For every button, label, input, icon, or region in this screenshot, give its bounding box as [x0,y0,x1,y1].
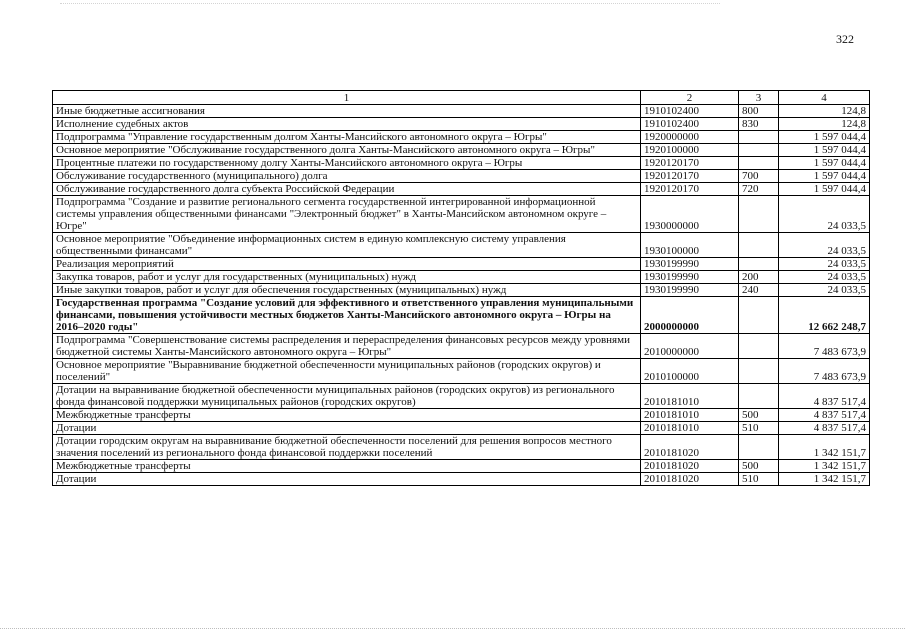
cell-vr [739,334,779,359]
table-row [53,284,870,297]
table-row [53,233,870,258]
cell-name: Подпрограмма "Совершенствование системы распределения и перераспределения финансовых ресурсов между уровнями бюджетной системы Ханты-Мансийского автономного округа – Югры" [53,334,641,359]
cell-code: 1930199990 [641,271,739,284]
cell-sum: 4 837 517,4 [779,409,870,422]
cell-sum: 24 033,5 [779,284,870,297]
cell-vr [739,144,779,157]
cell-code: 1920000000 [641,131,739,144]
column-header-vr: 3 [739,91,779,105]
cell-sum: 124,8 [779,105,870,118]
cell-sum: 1 342 151,7 [779,435,870,460]
cell-code: 2010181020 [641,435,739,460]
table-body [53,105,870,486]
cell-name: Подпрограмма "Управление государственным долгом Ханты-Мансийского автономного округа – Югры" [53,131,641,144]
column-header-sum: 4 [779,91,870,105]
cell-sum: 1 597 044,4 [779,183,870,196]
table-row [53,422,870,435]
table-row [53,409,870,422]
table-header-row [53,91,870,105]
table-row [53,170,870,183]
cell-code: 1920120170 [641,170,739,183]
table-row [53,144,870,157]
cell-sum: 7 483 673,9 [779,359,870,384]
cell-name: Основное мероприятие "Выравнивание бюджетной обеспеченности муниципальных районов (городских округов) и поселений" [53,359,641,384]
cell-sum: 24 033,5 [779,271,870,284]
cell-code: 2010181010 [641,384,739,409]
cell-code: 1910102400 [641,118,739,131]
table-row [53,105,870,118]
page-number: 322 [836,32,854,46]
cell-code: 2010181020 [641,473,739,486]
cell-code: 1930100000 [641,233,739,258]
table-row [53,297,870,334]
scan-artifact-bottom [0,628,905,629]
cell-vr [739,196,779,233]
table-row [53,196,870,233]
cell-name: Обслуживание государственного долга субъекта Российской Федерации [53,183,641,196]
cell-code: 1920120170 [641,157,739,170]
cell-sum: 24 033,5 [779,258,870,271]
cell-code: 1920120170 [641,183,739,196]
table-row [53,131,870,144]
cell-sum: 1 597 044,4 [779,157,870,170]
table-row [53,118,870,131]
cell-vr: 200 [739,271,779,284]
cell-vr: 800 [739,105,779,118]
cell-code: 2010181020 [641,460,739,473]
table-row [53,258,870,271]
table-row [53,359,870,384]
cell-sum: 1 342 151,7 [779,460,870,473]
cell-sum: 1 342 151,7 [779,473,870,486]
cell-name: Дотации на выравнивание бюджетной обеспеченности муниципальных районов (городских округов) из регионального фонда финансовой поддержки муниципальных районов (городских округов) [53,384,641,409]
cell-code: 1920100000 [641,144,739,157]
column-header-code: 2 [641,91,739,105]
cell-name: Иные бюджетные ассигнования [53,105,641,118]
cell-vr [739,131,779,144]
cell-code: 2010100000 [641,359,739,384]
cell-vr: 510 [739,473,779,486]
cell-sum: 4 837 517,4 [779,422,870,435]
table-row [53,435,870,460]
cell-name: Закупка товаров, работ и услуг для государственных (муниципальных) нужд [53,271,641,284]
cell-name: Иные закупки товаров, работ и услуг для обеспечения государственных (муниципальных) нужд [53,284,641,297]
cell-code: 2010181010 [641,422,739,435]
cell-code: 1930199990 [641,284,739,297]
table-row [53,384,870,409]
cell-name: Подпрограмма "Создание и развитие регионального сегмента государственной интегрированной информационной системы управления общественными финансами "Электронный бюджет" в Ханты-Мансийском автономном округе – Югре" [53,196,641,233]
cell-vr: 510 [739,422,779,435]
cell-name: Межбюджетные трансферты [53,460,641,473]
cell-vr [739,435,779,460]
column-header-name: 1 [53,91,641,105]
table-row [53,271,870,284]
scan-artifact-top [60,3,720,4]
cell-name: Дотации городским округам на выравнивание бюджетной обеспеченности поселений для решения вопросов местного значения поселений из регионального фонда финансовой поддержки поселений [53,435,641,460]
cell-vr [739,359,779,384]
cell-code: 2000000000 [641,297,739,334]
cell-vr [739,297,779,334]
cell-vr: 700 [739,170,779,183]
table-row [53,183,870,196]
cell-vr: 830 [739,118,779,131]
cell-name: Межбюджетные трансферты [53,409,641,422]
cell-name: Дотации [53,422,641,435]
cell-vr: 500 [739,409,779,422]
cell-vr [739,233,779,258]
cell-vr [739,384,779,409]
cell-sum: 24 033,5 [779,233,870,258]
cell-code: 1930199990 [641,258,739,271]
cell-code: 1930000000 [641,196,739,233]
cell-name: Исполнение судебных актов [53,118,641,131]
table-row [53,460,870,473]
cell-sum: 124,8 [779,118,870,131]
cell-sum: 7 483 673,9 [779,334,870,359]
cell-name: Дотации [53,473,641,486]
table-row [53,334,870,359]
cell-code: 2010000000 [641,334,739,359]
cell-vr: 720 [739,183,779,196]
cell-sum: 12 662 248,7 [779,297,870,334]
cell-sum: 24 033,5 [779,196,870,233]
cell-vr [739,258,779,271]
cell-sum: 1 597 044,4 [779,131,870,144]
cell-name: Процентные платежи по государственному долгу Ханты-Мансийского автономного округа – Югры [53,157,641,170]
cell-sum: 1 597 044,4 [779,144,870,157]
cell-vr: 500 [739,460,779,473]
cell-name: Основное мероприятие "Обслуживание государственного долга Ханты-Мансийского автономного округа – Югры" [53,144,641,157]
cell-name: Реализация мероприятий [53,258,641,271]
cell-code: 1910102400 [641,105,739,118]
cell-code: 2010181010 [641,409,739,422]
budget-table [52,90,870,486]
cell-name: Государственная программа "Создание условий для эффективного и ответственного управления муниципальными финансами, повышения устойчивости местных бюджетов Ханты-Мансийского автономного округа – Югры на 2016–2020 годы" [53,297,641,334]
cell-sum: 4 837 517,4 [779,384,870,409]
cell-vr [739,157,779,170]
cell-sum: 1 597 044,4 [779,170,870,183]
cell-name: Обслуживание государственного (муниципального) долга [53,170,641,183]
cell-name: Основное мероприятие "Объединение информационных систем в единую комплексную систему управления общественными финансами" [53,233,641,258]
table-row [53,473,870,486]
cell-vr: 240 [739,284,779,297]
table-row [53,157,870,170]
